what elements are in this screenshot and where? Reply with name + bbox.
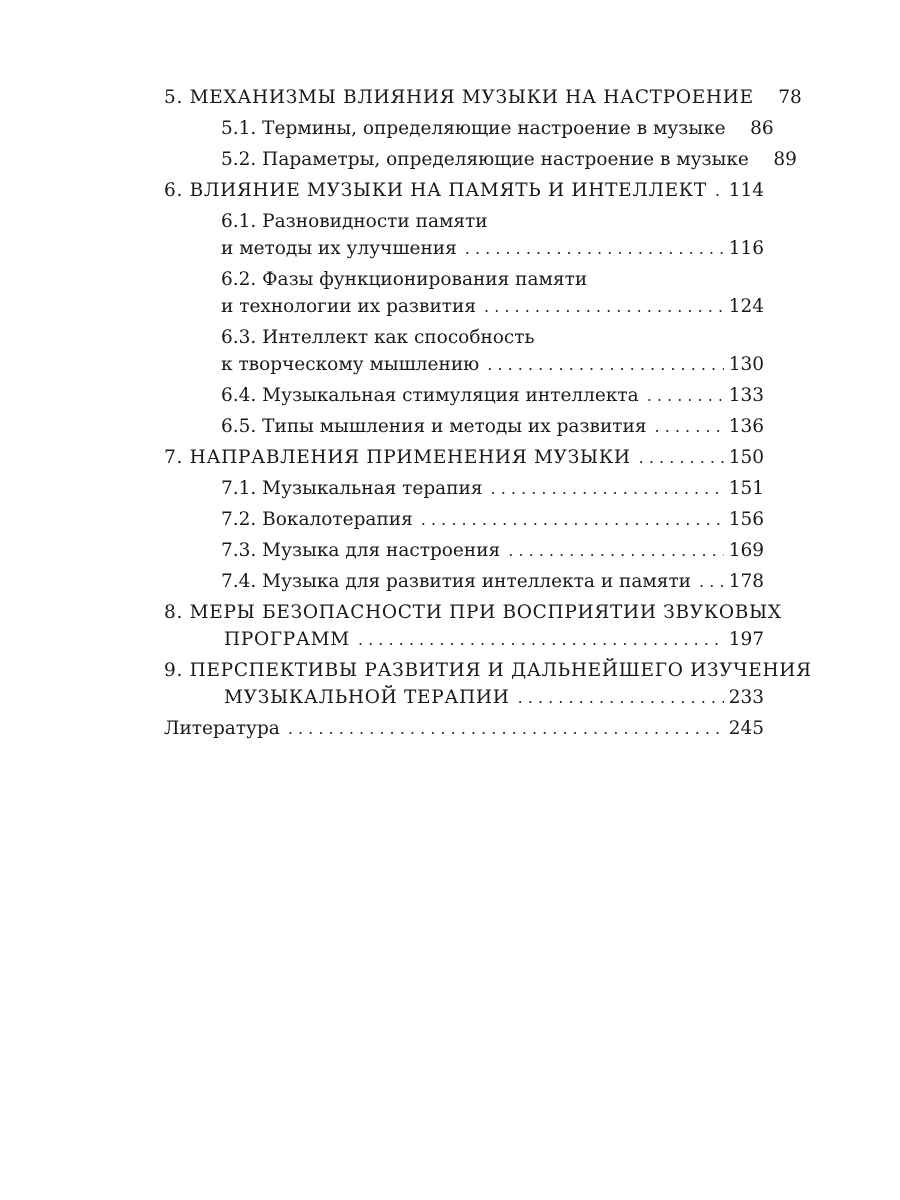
- toc-entry-section[interactable]: [164, 535, 764, 566]
- dot-leader: [518, 683, 724, 713]
- toc-page-number: 86: [750, 118, 774, 139]
- dot-leader: [508, 535, 724, 566]
- toc-entry-title: 7.1. Музыкальная терапия: [221, 478, 483, 499]
- toc-page-number: 169: [728, 540, 764, 561]
- toc-entry-section[interactable]: [164, 473, 764, 504]
- toc-entry-title: 6.2. Фазы функционирования памяти: [221, 269, 588, 290]
- toc-page-number: 150: [728, 447, 764, 468]
- dot-leader: [288, 713, 724, 744]
- toc-entry-section[interactable]: [164, 326, 764, 380]
- toc-page-number: 124: [728, 296, 764, 317]
- table-of-contents: [164, 82, 812, 744]
- dot-leader: [491, 473, 724, 504]
- toc-entry-title: 9. ПЕРСПЕКТИВЫ РАЗВИТИЯ И ДАЛЬНЕЙШЕГО ИЗУЧЕНИЯ: [164, 660, 812, 681]
- dot-leader: [358, 625, 724, 655]
- toc-entry-section[interactable]: [164, 380, 764, 411]
- dot-leader: [465, 234, 724, 264]
- toc-entry-title: 7.3. Музыка для настроения: [221, 540, 501, 561]
- toc-entry-title: 6.4. Музыкальная стимуляция интеллекта: [221, 385, 639, 406]
- dot-leader: [421, 504, 724, 535]
- toc-entry-title: 6.1. Разновидности памяти: [221, 211, 488, 232]
- toc-entry-section[interactable]: [164, 268, 764, 322]
- toc-entry-section[interactable]: [164, 113, 774, 144]
- toc-page-number: 116: [728, 238, 764, 259]
- dot-leader: [487, 350, 724, 380]
- toc-page-number: 130: [728, 354, 764, 375]
- toc-entry-title: 5.2. Параметры, определяющие настроение в музыке: [221, 149, 749, 170]
- toc-entry-title: 6.5. Типы мышления и методы их развития: [221, 416, 647, 437]
- toc-page-number: 233: [728, 687, 764, 708]
- toc-entry-title-continued: МУЗЫКАЛЬНОЙ ТЕРАПИИ: [224, 687, 510, 708]
- dot-leader: [655, 411, 724, 442]
- toc-entry-chapter[interactable]: [164, 175, 764, 206]
- toc-page-number: 156: [728, 509, 764, 530]
- dot-leader: [715, 175, 724, 206]
- toc-entry-chapter[interactable]: [164, 659, 812, 713]
- toc-entry-title: 7.2. Вокалотерапия: [221, 509, 413, 530]
- toc-page-number: 178: [728, 571, 764, 592]
- toc-entry-title: 7. НАПРАВЛЕНИЯ ПРИМЕНЕНИЯ МУЗЫКИ: [164, 447, 631, 468]
- toc-page-number: 245: [728, 718, 764, 739]
- toc-entry-title: 8. МЕРЫ БЕЗОПАСНОСТИ ПРИ ВОСПРИЯТИИ ЗВУКОВЫХ: [164, 602, 782, 623]
- toc-entry-section[interactable]: [164, 566, 764, 597]
- toc-entry-section[interactable]: [164, 411, 764, 442]
- toc-entry-title: 5. МЕХАНИЗМЫ ВЛИЯНИЯ МУЗЫКИ НА НАСТРОЕНИЕ: [164, 87, 754, 108]
- toc-entry-chapter[interactable]: [164, 82, 802, 113]
- toc-entry-section[interactable]: [164, 504, 764, 535]
- toc-entry-title: 6.3. Интеллект как способность: [221, 327, 535, 348]
- toc-page-number: 89: [773, 149, 797, 170]
- toc-entry-title: 5.1. Термины, определяющие настроение в музыке: [221, 118, 726, 139]
- toc-page-number: 78: [778, 87, 802, 108]
- toc-entry-title: 6. ВЛИЯНИЕ МУЗЫКИ НА ПАМЯТЬ И ИНТЕЛЛЕКТ: [164, 180, 707, 201]
- dot-leader: [647, 380, 724, 411]
- toc-entry-chapter[interactable]: [164, 442, 764, 473]
- toc-page-number: 151: [728, 478, 764, 499]
- dot-leader: [699, 566, 724, 597]
- toc-entry-title-continued: ПРОГРАММ: [224, 629, 350, 650]
- toc-page-number: 136: [728, 416, 764, 437]
- toc-entry-title-continued: к творческому мышлению: [221, 354, 480, 375]
- toc-entry-title-continued: и технологии их развития: [221, 296, 477, 317]
- toc-entry-chapter[interactable]: [164, 601, 782, 655]
- toc-entry-section[interactable]: [164, 144, 797, 175]
- toc-entry-title-continued: и методы их улучшения: [221, 238, 457, 259]
- toc-entry-section[interactable]: [164, 210, 764, 264]
- toc-entry-literature[interactable]: [164, 713, 764, 744]
- toc-page-number: 114: [728, 180, 764, 201]
- toc-page-number: 197: [728, 629, 764, 650]
- toc-page-number: 133: [728, 385, 764, 406]
- dot-leader: [484, 292, 724, 322]
- toc-entry-title: Литература: [164, 718, 280, 739]
- dot-leader: [639, 442, 724, 473]
- toc-entry-title: 7.4. Музыка для развития интеллекта и памяти: [221, 571, 692, 592]
